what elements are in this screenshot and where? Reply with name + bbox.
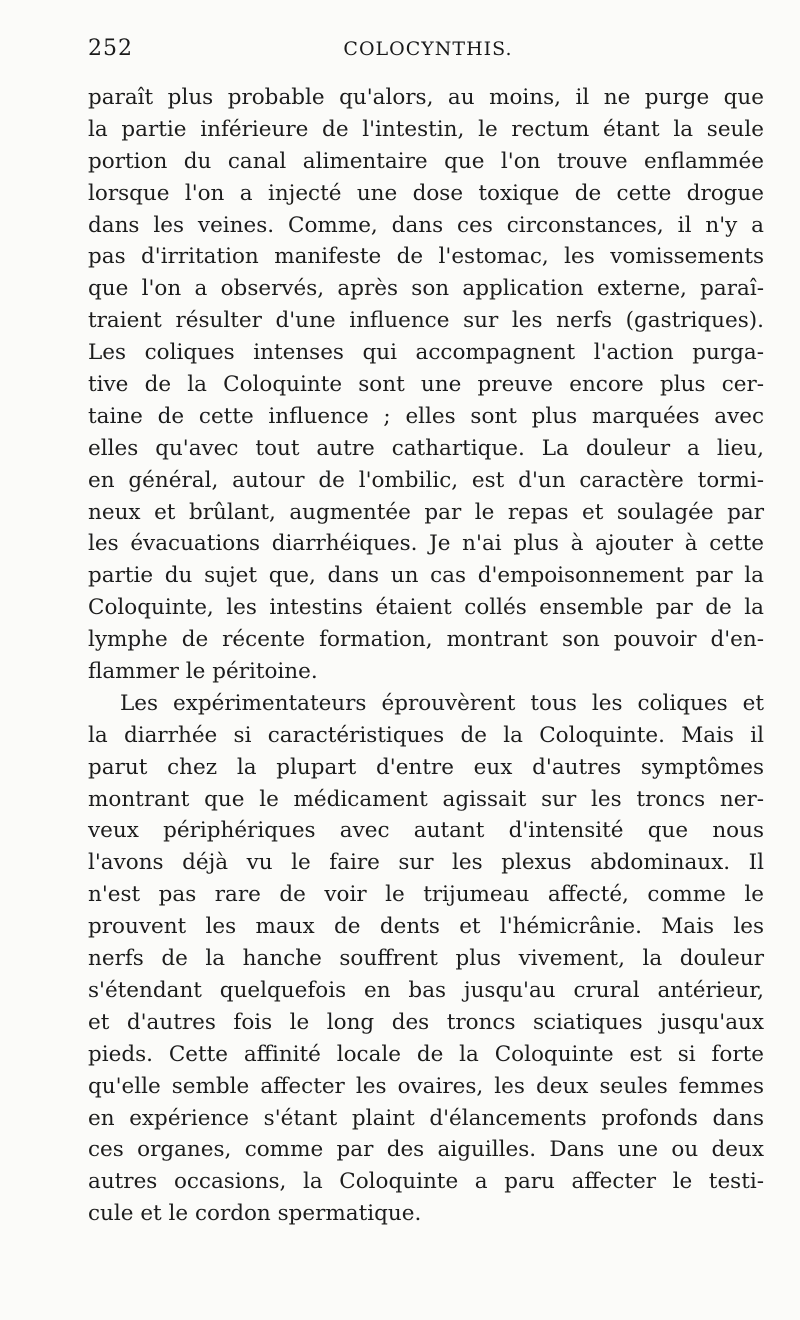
text-line: l'avons déjà vu le faire sur les plexus abdominaux. Il — [88, 850, 764, 876]
text-line: la diarrhée si caractéristiques de la Coloquinte. Mais il — [88, 722, 764, 748]
paragraph — [88, 688, 764, 1230]
text-line: Les expérimentateurs éprouvèrent tous les coliques et — [120, 690, 764, 716]
text-line: montrant que le médicament agissait sur les troncs ner- — [88, 786, 764, 812]
text-line: tive de la Coloquinte sont une preuve encore plus cer- — [88, 372, 764, 398]
text-line: dans les veines. Comme, dans ces circonstances, il n'y a — [88, 212, 764, 238]
text-line: la partie inférieure de l'intestin, le rectum étant la seule — [88, 116, 764, 142]
text-line: flammer le péritoine. — [88, 659, 318, 685]
text-line: que l'on a observés, après son application externe, paraî- — [88, 276, 764, 302]
text-line: n'est pas rare de voir le trijumeau affecté, comme le — [88, 882, 764, 908]
text-line: prouvent les maux de dents et l'hémicrânie. Mais les — [88, 914, 764, 940]
text-line: partie du sujet que, dans un cas d'empoisonnement par la — [88, 563, 764, 589]
body-text — [88, 82, 764, 1230]
page-header — [88, 36, 768, 72]
text-line: Les coliques intenses qui accompagnent l'action purga- — [88, 340, 764, 366]
text-line: veux périphériques avec autant d'intensité que nous — [88, 818, 764, 844]
text-line: en général, autour de l'ombilic, est d'un caractère tormi- — [88, 467, 764, 493]
text-line: les évacuations diarrhéiques. Je n'ai plus à ajouter à cette — [88, 531, 764, 557]
text-line: et d'autres fois le long des troncs sciatiques jusqu'aux — [88, 1009, 764, 1035]
text-line: lorsque l'on a injecté une dose toxique de cette drogue — [88, 180, 764, 206]
text-line: autres occasions, la Coloquinte a paru affecter le testi- — [88, 1169, 764, 1195]
text-line: s'étendant quelquefois en bas jusqu'au crural antérieur, — [88, 977, 764, 1003]
text-line: parut chez la plupart d'entre eux d'autres symptômes — [88, 754, 764, 780]
text-line: portion du canal alimentaire que l'on trouve enflammée — [88, 148, 764, 174]
text-line: neux et brûlant, augmentée par le repas et soulagée par — [88, 499, 764, 525]
text-line: ces organes, comme par des aiguilles. Dans une ou deux — [88, 1137, 764, 1163]
text-line: taine de cette influence ; elles sont plus marquées avec — [88, 403, 764, 429]
text-line: paraît plus probable qu'alors, au moins, il ne purge que — [88, 85, 764, 110]
text-line: qu'elle semble affecter les ovaires, les deux seules femmes — [88, 1073, 764, 1099]
page-number: 252 — [88, 36, 133, 61]
text-line: pas d'irritation manifeste de l'estomac, les vomissements — [88, 244, 764, 270]
text-line: en expérience s'étant plaint d'élancements profonds dans — [88, 1105, 764, 1131]
text-line: nerfs de la hanche souffrent plus vivement, la douleur — [88, 946, 764, 972]
text-line: lymphe de récente formation, montrant son pouvoir d'en- — [88, 627, 764, 653]
text-line: traient résulter d'une influence sur les nerfs (gastriques). — [88, 308, 764, 334]
text-line: cule et le cordon spermatique. — [88, 1201, 422, 1227]
running-head: COLOCYNTHIS. — [343, 38, 513, 60]
text-line: pieds. Cette affinité locale de la Coloquinte est si forte — [88, 1041, 764, 1067]
text-line: Coloquinte, les intestins étaient collés ensemble par de la — [88, 595, 764, 621]
paragraph — [88, 82, 764, 688]
text-line: elles qu'avec tout autre cathartique. La douleur a lieu, — [88, 435, 764, 461]
